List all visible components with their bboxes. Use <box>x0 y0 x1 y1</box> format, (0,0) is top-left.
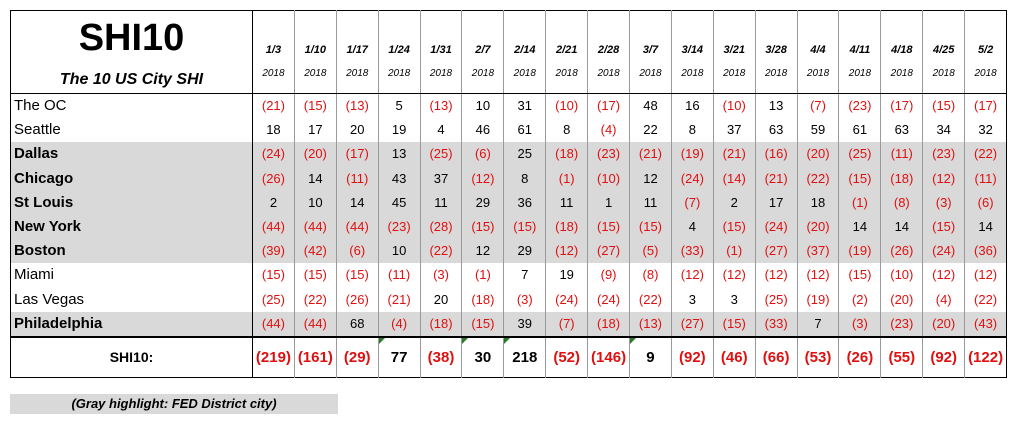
value-cell: (22) <box>420 239 462 263</box>
year-label: 2018 <box>262 68 285 79</box>
value-cell: (44) <box>294 312 336 337</box>
total-cell: (55) <box>881 337 923 378</box>
value-cell: 37 <box>420 167 462 191</box>
year-label: 2018 <box>555 68 578 79</box>
value-cell: 39 <box>504 312 546 337</box>
city-row <box>11 142 1007 166</box>
value-cell: 18 <box>797 191 839 215</box>
value-cell: (37) <box>797 239 839 263</box>
value-cell: (43) <box>965 312 1007 337</box>
value-cell: (18) <box>588 312 630 337</box>
city-name: Miami <box>11 263 253 287</box>
value-cell: (33) <box>671 239 713 263</box>
value-cell: 17 <box>294 118 336 142</box>
value-cell: 11 <box>546 191 588 215</box>
value-cell: (15) <box>253 263 295 287</box>
value-cell: (7) <box>797 94 839 119</box>
value-cell: (14) <box>713 167 755 191</box>
year-label: 2018 <box>806 68 830 79</box>
city-name: St Louis <box>11 191 253 215</box>
value-cell: (23) <box>378 215 420 239</box>
date-header <box>462 11 504 94</box>
value-cell: (15) <box>839 167 881 191</box>
value-cell: 61 <box>504 118 546 142</box>
value-cell: (16) <box>755 142 797 166</box>
value-cell: (22) <box>294 288 336 312</box>
year-label: 2018 <box>597 68 620 79</box>
city-row <box>11 118 1007 142</box>
date-label: 1/17 <box>346 44 368 56</box>
total-row <box>11 337 1007 378</box>
value-cell: 17 <box>755 191 797 215</box>
value-cell: 14 <box>839 215 881 239</box>
value-cell: (24) <box>755 215 797 239</box>
value-cell: 20 <box>336 118 378 142</box>
total-cell: (161) <box>294 337 336 378</box>
value-cell: 63 <box>755 118 797 142</box>
value-cell: (18) <box>420 312 462 337</box>
value-cell: (12) <box>546 239 588 263</box>
year-label: 2018 <box>346 68 369 79</box>
total-cell: (29) <box>336 337 378 378</box>
value-cell: 8 <box>504 167 546 191</box>
value-cell: (20) <box>797 142 839 166</box>
value-cell: (10) <box>588 167 630 191</box>
year-label: 2018 <box>387 68 411 79</box>
shi10-table <box>10 10 1007 378</box>
city-row <box>11 312 1007 337</box>
date-label: 3/28 <box>765 44 787 56</box>
value-cell: (26) <box>336 288 378 312</box>
value-cell: (9) <box>588 263 630 287</box>
value-cell: (2) <box>839 288 881 312</box>
date-header <box>253 11 295 94</box>
value-cell: 14 <box>336 191 378 215</box>
value-cell: (21) <box>755 167 797 191</box>
city-name: The OC <box>11 94 253 119</box>
value-cell: (22) <box>965 288 1007 312</box>
value-cell: (13) <box>336 94 378 119</box>
city-row <box>11 288 1007 312</box>
value-cell: 48 <box>630 94 672 119</box>
city-name: Las Vegas <box>11 288 253 312</box>
date-label: 3/14 <box>681 44 704 56</box>
date-label: 3/21 <box>723 44 745 56</box>
year-label: 2018 <box>723 68 746 79</box>
date-header <box>504 11 546 94</box>
value-cell: 4 <box>671 215 713 239</box>
header-row <box>11 11 1007 94</box>
title-cell <box>11 11 253 94</box>
value-cell: (10) <box>713 94 755 119</box>
value-cell: (3) <box>504 288 546 312</box>
value-cell: (3) <box>839 312 881 337</box>
value-cell: (27) <box>755 239 797 263</box>
value-cell: (15) <box>294 263 336 287</box>
value-cell: (15) <box>462 215 504 239</box>
value-cell: (20) <box>923 312 965 337</box>
value-cell: 37 <box>713 118 755 142</box>
value-cell: 8 <box>546 118 588 142</box>
value-cell: (23) <box>588 142 630 166</box>
total-cell: (46) <box>713 337 755 378</box>
value-cell: 2 <box>253 191 295 215</box>
value-cell: (12) <box>713 263 755 287</box>
value-cell: (6) <box>336 239 378 263</box>
year-label: 2018 <box>932 68 955 79</box>
year-label: 2018 <box>639 68 662 79</box>
total-cell: (122) <box>965 337 1007 378</box>
value-cell: (4) <box>923 288 965 312</box>
date-header <box>881 11 923 94</box>
value-cell: 22 <box>630 118 672 142</box>
date-header <box>420 11 462 94</box>
value-cell: (24) <box>671 167 713 191</box>
legend-note: (Gray highlight: FED District city) <box>10 394 338 414</box>
date-header <box>839 11 881 94</box>
value-cell: (24) <box>923 239 965 263</box>
date-header <box>336 11 378 94</box>
value-cell: (11) <box>881 142 923 166</box>
value-cell: (15) <box>713 215 755 239</box>
date-label: 2/14 <box>514 44 536 56</box>
date-label: 4/18 <box>891 44 913 56</box>
value-cell: (12) <box>462 167 504 191</box>
value-cell: (12) <box>965 263 1007 287</box>
value-cell: (3) <box>420 263 462 287</box>
city-name: Dallas <box>11 142 253 166</box>
value-cell: (15) <box>630 215 672 239</box>
value-cell: (12) <box>671 263 713 287</box>
value-cell: (19) <box>797 288 839 312</box>
value-cell: (15) <box>588 215 630 239</box>
value-cell: (25) <box>755 288 797 312</box>
value-cell: (24) <box>546 288 588 312</box>
value-cell: (1) <box>839 191 881 215</box>
date-label: 2/21 <box>555 44 578 56</box>
value-cell: 29 <box>504 239 546 263</box>
value-cell: 36 <box>504 191 546 215</box>
value-cell: (6) <box>965 191 1007 215</box>
value-cell: (12) <box>797 263 839 287</box>
value-cell: (3) <box>923 191 965 215</box>
year-label: 2018 <box>681 68 704 79</box>
value-cell: 29 <box>462 191 504 215</box>
value-cell: (15) <box>336 263 378 287</box>
value-cell: 12 <box>462 239 504 263</box>
value-cell: (18) <box>462 288 504 312</box>
city-row <box>11 263 1007 287</box>
year-label: 2018 <box>974 68 997 79</box>
value-cell: (21) <box>713 142 755 166</box>
value-cell: (44) <box>294 215 336 239</box>
value-cell: (4) <box>588 118 630 142</box>
date-header <box>294 11 336 94</box>
value-cell: (28) <box>420 215 462 239</box>
value-cell: 7 <box>797 312 839 337</box>
value-cell: (6) <box>462 142 504 166</box>
value-cell: 63 <box>881 118 923 142</box>
value-cell: 7 <box>504 263 546 287</box>
value-cell: 8 <box>671 118 713 142</box>
date-label: 5/2 <box>977 44 994 56</box>
total-cell: (146) <box>588 337 630 378</box>
value-cell: 14 <box>881 215 923 239</box>
value-cell: (12) <box>755 263 797 287</box>
value-cell: (36) <box>965 239 1007 263</box>
year-label: 2018 <box>429 68 453 79</box>
value-cell: (24) <box>588 288 630 312</box>
value-cell: (18) <box>546 142 588 166</box>
date-label: 1/24 <box>388 44 410 56</box>
table-subtitle: The 10 US City SHI <box>59 71 204 88</box>
value-cell: (25) <box>420 142 462 166</box>
value-cell: (17) <box>965 94 1007 119</box>
value-cell: (23) <box>923 142 965 166</box>
value-cell: 1 <box>588 191 630 215</box>
date-label: 3/7 <box>642 44 659 56</box>
value-cell: (21) <box>378 288 420 312</box>
value-cell: (27) <box>588 239 630 263</box>
value-cell: 32 <box>965 118 1007 142</box>
value-cell: (39) <box>253 239 295 263</box>
value-cell: 68 <box>336 312 378 337</box>
value-cell: (20) <box>797 215 839 239</box>
city-name: New York <box>11 215 253 239</box>
date-header <box>588 11 630 94</box>
date-label: 2/28 <box>597 44 620 56</box>
value-cell: (18) <box>546 215 588 239</box>
value-cell: (15) <box>713 312 755 337</box>
value-cell: (42) <box>294 239 336 263</box>
year-label: 2018 <box>304 68 327 79</box>
value-cell: (1) <box>713 239 755 263</box>
value-cell: (44) <box>253 215 295 239</box>
date-header <box>378 11 420 94</box>
value-cell: (33) <box>755 312 797 337</box>
value-cell: (10) <box>881 263 923 287</box>
year-label: 2018 <box>471 68 495 79</box>
value-cell: (7) <box>671 191 713 215</box>
value-cell: 43 <box>378 167 420 191</box>
value-cell: 25 <box>504 142 546 166</box>
value-cell: (15) <box>923 94 965 119</box>
value-cell: (24) <box>253 142 295 166</box>
total-cell: 9 <box>630 337 672 378</box>
date-header <box>923 11 965 94</box>
date-header <box>713 11 755 94</box>
value-cell: (11) <box>965 167 1007 191</box>
year-label: 2018 <box>765 68 788 79</box>
value-cell: 34 <box>923 118 965 142</box>
date-header <box>965 11 1007 94</box>
value-cell: 3 <box>713 288 755 312</box>
value-cell: (8) <box>881 191 923 215</box>
value-cell: (26) <box>253 167 295 191</box>
value-cell: 2 <box>713 191 755 215</box>
value-cell: 12 <box>630 167 672 191</box>
value-cell: (25) <box>839 142 881 166</box>
total-cell: (53) <box>797 337 839 378</box>
city-row <box>11 191 1007 215</box>
value-cell: (7) <box>546 312 588 337</box>
city-name: Boston <box>11 239 253 263</box>
city-row <box>11 167 1007 191</box>
value-cell: 4 <box>420 118 462 142</box>
total-cell: 218 <box>504 337 546 378</box>
value-cell: 14 <box>965 215 1007 239</box>
value-cell: 10 <box>294 191 336 215</box>
value-cell: 3 <box>671 288 713 312</box>
date-label: 1/10 <box>304 44 327 56</box>
value-cell: (15) <box>462 312 504 337</box>
city-row <box>11 94 1007 119</box>
value-cell: (15) <box>294 94 336 119</box>
value-cell: (15) <box>839 263 881 287</box>
total-cell: (38) <box>420 337 462 378</box>
city-name: Chicago <box>11 167 253 191</box>
year-label: 2018 <box>890 68 913 79</box>
total-cell: (92) <box>671 337 713 378</box>
total-cell: (92) <box>923 337 965 378</box>
value-cell: (17) <box>881 94 923 119</box>
value-cell: (18) <box>881 167 923 191</box>
value-cell: (23) <box>881 312 923 337</box>
value-cell: 11 <box>420 191 462 215</box>
total-label: SHI10: <box>11 337 253 378</box>
value-cell: (21) <box>253 94 295 119</box>
value-cell: (11) <box>336 167 378 191</box>
value-cell: (1) <box>546 167 588 191</box>
value-cell: 16 <box>671 94 713 119</box>
value-cell: 20 <box>420 288 462 312</box>
value-cell: (20) <box>881 288 923 312</box>
value-cell: 10 <box>378 239 420 263</box>
value-cell: (27) <box>671 312 713 337</box>
city-name: Seattle <box>11 118 253 142</box>
value-cell: 19 <box>378 118 420 142</box>
value-cell: (11) <box>378 263 420 287</box>
value-cell: (19) <box>671 142 713 166</box>
value-cell: 5 <box>378 94 420 119</box>
value-cell: (12) <box>923 263 965 287</box>
total-cell: (26) <box>839 337 881 378</box>
total-cell: (52) <box>546 337 588 378</box>
value-cell: 45 <box>378 191 420 215</box>
value-cell: 11 <box>630 191 672 215</box>
total-cell: (219) <box>253 337 295 378</box>
value-cell: (23) <box>839 94 881 119</box>
value-cell: (17) <box>588 94 630 119</box>
date-label: 1/3 <box>265 44 282 56</box>
value-cell: (25) <box>253 288 295 312</box>
value-cell: (13) <box>420 94 462 119</box>
date-label: 4/11 <box>849 44 871 56</box>
year-label: 2018 <box>848 68 872 79</box>
value-cell: 10 <box>462 94 504 119</box>
year-label: 2018 <box>513 68 536 79</box>
value-cell: (20) <box>294 142 336 166</box>
value-cell: 46 <box>462 118 504 142</box>
total-cell: (66) <box>755 337 797 378</box>
value-cell: (19) <box>839 239 881 263</box>
value-cell: (13) <box>630 312 672 337</box>
date-label: 4/4 <box>810 44 826 56</box>
value-cell: (22) <box>797 167 839 191</box>
value-cell: (12) <box>923 167 965 191</box>
total-cell: 30 <box>462 337 504 378</box>
value-cell: (5) <box>630 239 672 263</box>
city-row <box>11 215 1007 239</box>
value-cell: 13 <box>378 142 420 166</box>
date-label: 1/31 <box>430 44 452 56</box>
value-cell: (4) <box>378 312 420 337</box>
value-cell: (10) <box>546 94 588 119</box>
city-row <box>11 239 1007 263</box>
date-label: 2/7 <box>475 44 491 56</box>
city-name: Philadelphia <box>11 312 253 337</box>
value-cell: (22) <box>630 288 672 312</box>
date-header <box>797 11 839 94</box>
date-header <box>755 11 797 94</box>
total-cell: 77 <box>378 337 420 378</box>
date-label: 4/25 <box>932 44 955 56</box>
value-cell: (8) <box>630 263 672 287</box>
value-cell: 59 <box>797 118 839 142</box>
value-cell: (22) <box>965 142 1007 166</box>
value-cell: (44) <box>253 312 295 337</box>
value-cell: (21) <box>630 142 672 166</box>
value-cell: (1) <box>462 263 504 287</box>
date-header <box>671 11 713 94</box>
date-header <box>546 11 588 94</box>
value-cell: (44) <box>336 215 378 239</box>
value-cell: 61 <box>839 118 881 142</box>
value-cell: (26) <box>881 239 923 263</box>
value-cell: 18 <box>253 118 295 142</box>
value-cell: 19 <box>546 263 588 287</box>
date-header <box>630 11 672 94</box>
value-cell: 14 <box>294 167 336 191</box>
value-cell: (17) <box>336 142 378 166</box>
value-cell: (15) <box>504 215 546 239</box>
value-cell: 31 <box>504 94 546 119</box>
value-cell: 13 <box>755 94 797 119</box>
value-cell: (15) <box>923 215 965 239</box>
table-title: SHI10 <box>78 17 185 59</box>
